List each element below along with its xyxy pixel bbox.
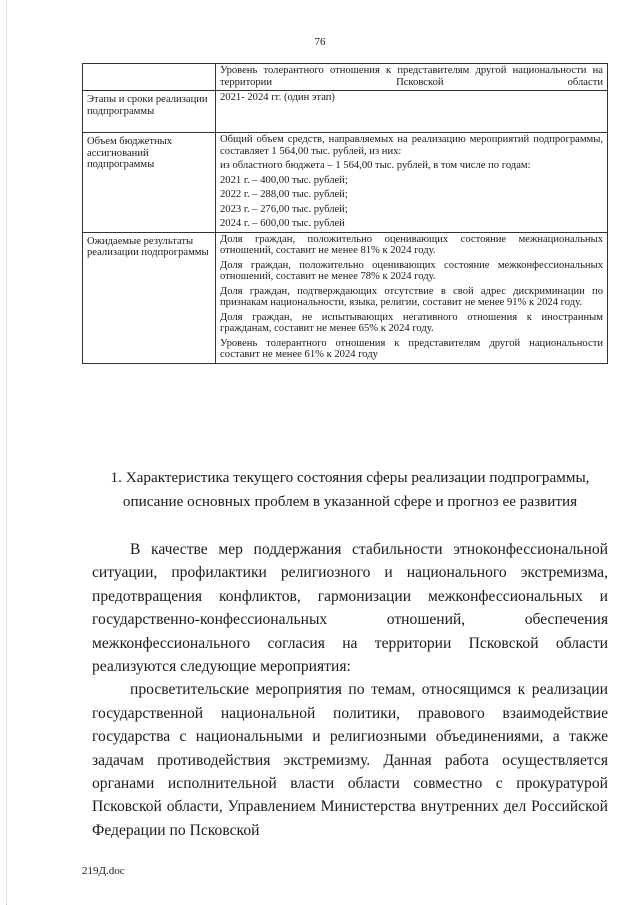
section-heading-line: описание основных проблем в указанной сфере и прогноз ее развития [122, 493, 578, 510]
content-line: 2021 г. – 400,00 тыс. рублей; [220, 174, 348, 186]
row-label: Ожидаемые результаты реализации подпрограммы [83, 232, 216, 363]
content-line: Доля граждан, не испытывающих негативного отношения к иностранным гражданам, составит не менее 65% к 2024 году. [220, 311, 603, 334]
page-number: 76 [314, 36, 326, 48]
row-content [216, 91, 608, 133]
content-line: из областного бюджета – 1 564,00 тыс. рублей, в том числе по годам: [220, 160, 531, 171]
table-row [83, 232, 608, 363]
body-paragraph: В качестве мер поддержания стабильности этноконфессиональной ситуации, профилактики религиозного и национального экстремизма, предотвращения конфликтов, гармонизации межконфессиональных и государственно-конфессиональных отношений, обеспечения межконфессионального согласия на территории Псковской области реализуются следующие мероприятия: [92, 541, 608, 676]
row-content [216, 133, 608, 233]
body-text [92, 538, 608, 842]
row-content [216, 232, 608, 363]
section-heading-line: 1. Характеристика текущего состояния сферы реализации подпрограммы, [110, 469, 590, 486]
content-line: Уровень толерантного отношения к представителям другой национальности составит не менее 61% к 2024 году [220, 337, 603, 360]
row-label: Объем бюджетных ассигнований подпрограммы [83, 133, 216, 233]
content-line: Общий объем средств, направляемых на реализацию мероприятий подпрограммы, составляет 1 564,00 тыс. рублей, из них: [220, 134, 603, 157]
content-line: 2023 г. – 276,00 тыс. рублей; [220, 203, 348, 215]
section-heading [82, 466, 618, 514]
table-row [83, 64, 608, 91]
body-paragraph: просветительские мероприятия по темам, относящимся к реализации государственной национальной политики, правового взаимодействие государства с национальными и религиозными объединениями, а также задачам противодействия экстремизму. Данная работа осуществляется органами исполнительной власти области совместно с прокуратурой Псковской области, Управлением Министерства внутренних дел Российской Федерации по Псковской [92, 681, 608, 839]
subprogram-passport-table [82, 63, 608, 364]
row-label: Этапы и сроки реализации подпрограммы [83, 91, 216, 133]
content-line: 2022 г. – 288,00 тыс. рублей; [220, 189, 348, 200]
content-line: Доля граждан, подтверждающих отсутствие в свой адрес дискриминации по признакам национальности, языка, религии, составит не менее 91% к 2024 году. [220, 285, 603, 308]
table-row [83, 133, 608, 233]
content-line: 2021- 2024 гг. (один этап) [220, 92, 335, 103]
content-line: 2024 г. – 600,00 тыс. рублей [220, 218, 345, 229]
content-line: Доля граждан, положительно оценивающих состояние межконфессиональных отношений, составит не менее 78% к 2024 году. [220, 259, 603, 282]
scan-edge-mark [6, 0, 7, 905]
row-content [216, 64, 608, 91]
table-row [83, 91, 608, 133]
content-line: Доля граждан, положительно оценивающих состояние межнациональных отношений, составит не менее 81% к 2024 году. [220, 233, 603, 256]
footer-filename: 219Д.doc [82, 865, 125, 877]
row-label [83, 64, 216, 91]
content-line: Уровень толерантного отношения к представителям другой национальности на территории Псковской области [220, 65, 603, 88]
